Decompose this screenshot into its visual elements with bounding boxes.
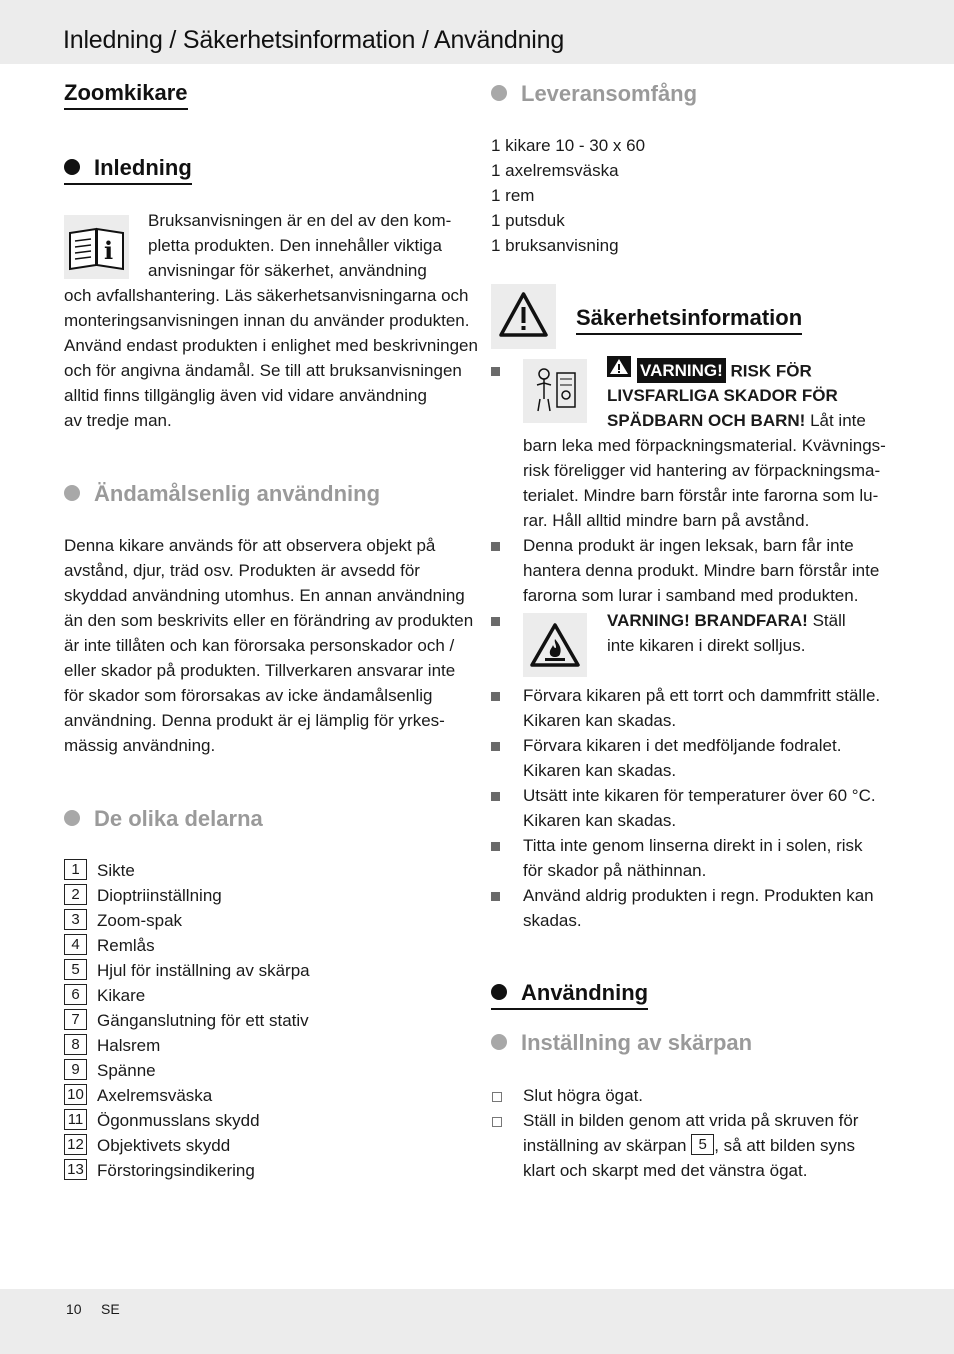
text-line: är inte tillåten och kan förorsaka personskador och / [64,636,455,655]
warning1-title-line3-rest: Låt inte [810,411,866,430]
square-bullet-icon [491,617,500,626]
safety-heading: Säkerhetsinformation [576,305,802,335]
part-label: Dioptriinställning [97,886,222,905]
bullet-dot-icon [491,984,507,1000]
part-number: 9 [64,1059,87,1080]
safety-bullet [523,883,874,933]
text-line: inte kikaren i direkt solljus. [607,636,806,655]
part-label: Objektivets skydd [97,1136,231,1155]
purpose-heading [64,481,380,507]
part-number: 4 [64,934,87,955]
scope-list [491,133,645,258]
focus-heading [491,1030,752,1056]
square-bullet-icon [491,792,500,801]
intro-text-top [148,208,451,283]
checkbox-bullet-icon [492,1117,502,1127]
square-bullet-icon [491,542,500,551]
text-line: alltid finns tillgänglig även vid vidare användning [64,386,427,405]
text-line: klart och skarpt med det vänstra ögat. [523,1161,808,1180]
part-number: 10 [64,1084,87,1105]
part-number: 3 [64,909,87,930]
list-item: 1 bruksanvisning [491,236,619,255]
square-bullet-icon [491,742,500,751]
warning1-title-line2: LIVSFARLIGA SKADOR FÖR [607,386,838,405]
text-line: än den som beskrivits eller en förändring av produkten [64,611,474,630]
part-number: 7 [64,1009,87,1030]
part-label: Zoom-spak [97,911,183,930]
language-code: SE [101,1301,120,1317]
list-item: 1 axelremsväska [491,161,619,180]
parts-heading [64,806,263,832]
part-number: 11 [64,1109,87,1130]
parts-heading-text: De olika delarna [94,806,263,831]
part-label: Spänne [97,1061,156,1080]
warning1-title-line3: SPÄDBARN OCH BARN! [607,411,806,430]
part-number: 2 [64,884,87,905]
part-item [64,1108,260,1133]
text-line: Denna kikare används för att observera objekt på [64,536,436,555]
part-item [64,933,155,958]
part-item [64,883,222,908]
text-line: för skador på näthinnan. [523,861,707,880]
info-manual-icon [64,215,129,279]
warning-triangle-small-icon [607,356,631,384]
svg-text:i: i [104,236,114,265]
part-label: Sikte [97,861,135,880]
safety-bullet-2 [523,533,879,608]
intro-heading [64,155,192,185]
text-line: Bruksanvisningen är en del av den kom- [148,211,452,230]
text-line: monteringsanvisningen innan du använder produkten. [64,311,470,330]
warning1-title [607,358,866,433]
usage-step-2 [523,1108,858,1183]
bullet-dot-icon [64,810,80,826]
scope-heading-text: Leveransomfång [521,81,698,106]
square-bullet-icon [491,892,500,901]
header-bar [0,0,954,64]
part-item [64,1058,156,1083]
text-line: Utsätt inte kikaren för temperaturer över 60 °C. [523,786,876,805]
warning-badge: VARNING! [637,358,726,383]
text-line: hantera denna produkt. Mindre barn förstår inte [523,561,880,580]
part-number: 5 [64,959,87,980]
text-line: farorna som lurar i samband med produkten. [523,586,859,605]
text-line: mässig användning. [64,736,216,755]
safety-bullet [523,733,841,783]
part-number: 13 [64,1159,87,1180]
bullet-dot-icon [491,85,507,101]
part-reference: 5 [691,1134,714,1155]
part-label: Kikare [97,986,146,1005]
text-line: skyddad användning utomhus. En annan användning [64,586,465,605]
bullet-dot-icon [64,485,80,501]
text-line: eller skador på produkten. Tillverkaren ansvarar inte [64,661,456,680]
checkbox-bullet-icon [492,1092,502,1102]
usage-heading [491,980,648,1010]
intro-text-body [64,283,478,433]
text-line: Slut högra ögat. [523,1086,644,1105]
warning3-rest: Ställ [812,611,846,630]
safety-bullet [523,783,876,833]
part-item [64,1033,160,1058]
text-line: Kikaren kan skadas. [523,711,677,730]
part-number: 6 [64,984,87,1005]
safety-bullet [523,833,863,883]
square-bullet-icon [491,842,500,851]
text-line: och avfallshantering. Läs säkerhetsanvisningarna och [64,286,469,305]
part-label: Hjul för inställning av skärpa [97,961,310,980]
text-line: avstånd, djur, träd osv. Produkten är avsedd för [64,561,420,580]
part-number: 12 [64,1134,87,1155]
part-label: Förstoringsindikering [97,1161,255,1180]
part-item [64,908,182,933]
text-line: användning. Denna produkt är ej lämplig för yrkes- [64,711,445,730]
part-label: Halsrem [97,1036,161,1055]
text-line: Använd aldrig produkten i regn. Produkten kan [523,886,874,905]
text-line: pletta produkten. Den innehåller viktiga [148,236,442,255]
text-line: Ställ in bilden genom att vrida på skruven för [523,1111,859,1130]
usage-heading-text: Användning [521,980,649,1005]
list-item: 1 kikare 10 - 30 x 60 [491,136,646,155]
product-title: Zoomkikare [64,80,188,110]
text-line: skadas. [523,911,582,930]
text-line: Förvara kikaren på ett torrt och dammfritt ställe. [523,686,881,705]
child-safety-icon [523,359,587,423]
text-line: Titta inte genom linserna direkt in i solen, risk [523,836,863,855]
text-line: för skador som förorsakas av icke ändamålsenlig [64,686,433,705]
warning3-bold: VARNING! BRANDFARA! [607,611,808,630]
part-label: Gänganslutning för ett stativ [97,1011,309,1030]
bullet-dot-icon [64,159,80,175]
square-bullet-icon [491,367,500,376]
part-label: Ögonmusslans skydd [97,1111,260,1130]
text-line: Denna produkt är ingen leksak, barn får inte [523,536,854,555]
intro-heading-text: Inledning [94,155,192,180]
warning1-body [523,433,886,533]
text-line: rar. Håll alltid mindre barn på avstånd. [523,511,810,530]
text-line: anvisningar för säkerhet, användning [148,261,427,280]
text-line: Förvara kikaren i det medföljande fodralet. [523,736,842,755]
part-item [64,1008,309,1033]
purpose-text [64,533,473,758]
footer-bar [0,1289,954,1354]
text-line: Kikaren kan skadas. [523,811,677,830]
text-line: Kikaren kan skadas. [523,761,677,780]
part-label: Remlås [97,936,155,955]
part-number: 1 [64,859,87,880]
part-item [64,958,310,983]
bullet-dot-icon [491,1034,507,1050]
part-item [64,1133,230,1158]
part-item [64,1083,212,1108]
part-item [64,1158,255,1183]
text-line: Använd endast produkten i enlighet med beskrivningen [64,336,478,355]
safety-bullet [523,683,880,733]
part-number: 8 [64,1034,87,1055]
text-span: , så att bilden syns [714,1136,856,1155]
text-line: terialet. Mindre barn förstår inte farorna som lu- [523,486,879,505]
warning3-text [607,608,846,658]
part-label: Axelremsväska [97,1086,213,1105]
part-item [64,858,135,883]
text-line: risk föreligger vid hantering av förpackningsma- [523,461,881,480]
list-item: 1 rem [491,186,535,205]
fire-hazard-icon [523,613,587,677]
part-item [64,983,145,1008]
text-line: av tredje man. [64,411,172,430]
usage-step-1 [523,1083,643,1108]
text-line: barn leka med förpackningsmaterial. Kvävnings- [523,436,886,455]
scope-heading [491,81,697,107]
warning-triangle-icon [491,284,556,349]
square-bullet-icon [491,692,500,701]
text-line: och för angivna ändamål. Se till att bruksanvisningen [64,361,462,380]
purpose-heading-text: Ändamålsenlig användning [94,481,381,506]
focus-heading-text: Inställning av skärpan [521,1030,753,1055]
list-item: 1 putsduk [491,211,565,230]
warning1-title-rest: RISK FÖR [730,361,812,381]
page-header-title: Inledning / Säkerhetsinformation / Användning [63,26,565,54]
text-span: inställning av skärpan [523,1136,687,1155]
page-number: 10 [66,1301,82,1317]
